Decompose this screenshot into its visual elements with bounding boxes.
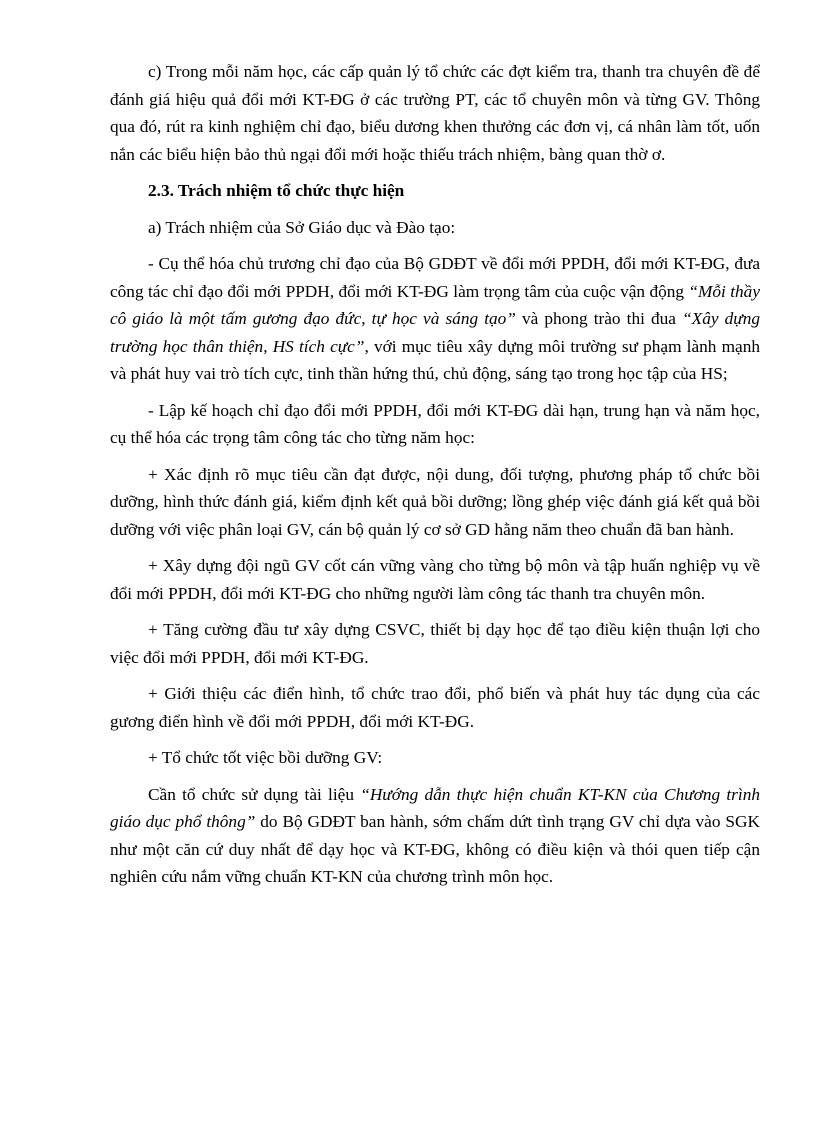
text-run: - Cụ thể hóa chủ trương chỉ đạo của Bộ GDĐT về đổi mới PPDH, đổi mới KT-ĐG, đưa công tác chỉ đạo đổi mới PPDH, đổi mới KT-ĐG làm trọng tâm của cuộc vận động — [110, 254, 760, 301]
text-run: , với mục tiêu xây dựng môi trường sư phạm lành mạnh và phát huy vai trò tích cực, tinh thần hứng thú, chủ động, sáng tạo trong học tập của HS; — [110, 336, 761, 383]
text-run: Cần tổ chức sử dụng tài liệu — [148, 784, 361, 804]
paragraph-planning: - Lập kế hoạch chỉ đạo đổi mới PPDH, đổi mới KT-ĐG dài hạn, trung hạn và năm học, cụ thể hóa các trọng tâm công tác cho từng năm học: — [110, 400, 760, 447]
paragraph-invest-facilities: + Tăng cường đầu tư xây dựng CSVC, thiết bị dạy học để tạo điều kiện thuận lợi cho việc đổi mới PPDH, đổi mới KT-ĐG. — [110, 620, 760, 667]
text-run: do Bộ GDĐT ban hành, sớm chấm dứt tình trạng GV chỉ dựa vào SGK như một căn cứ duy nhất để dạy học và KT-ĐG, không có điều kiện và thói quen tiếp cận nghiên cứu nắm vững chuẩn KT-KN của chương trình môn học. — [110, 812, 760, 886]
paragraph-build-teachers: + Xây dựng đội ngũ GV cốt cán vững vàng cho từng bộ môn và tập huấn nghiệp vụ về đổi mới PPDH, đổi mới KT-ĐG cho những người làm công tác thanh tra chuyên môn. — [110, 556, 760, 603]
paragraph-department-responsibility: a) Trách nhiệm của Sở Giáo dục và Đào tạo: — [148, 217, 456, 237]
section-heading: 2.3. Trách nhiệm tổ chức thực hiện — [148, 181, 405, 200]
campaign-quote: “Mỗi thầy cô giáo là một tấm gương đạo đức, tự học và sáng tạo” — [110, 281, 760, 328]
paragraph-define-goals: + Xác định rõ mục tiêu cần đạt được, nội dung, đối tượng, phương pháp tổ chức bồi dưỡng, hình thức đánh giá, kiểm định kết quả bồi dưỡng; lồng ghép việc đánh giá kết quả bồi dưỡng với việc phân loại GV, cán bộ quản lý cơ sở GD hằng năm theo chuẩn đã ban hành. — [110, 464, 760, 539]
emulation-movement-quote: “Xây dựng trường học thân thiện, HS tích cực” — [110, 309, 760, 356]
paragraph-introduce-examples: + Giới thiệu các điển hình, tổ chức trao đổi, phổ biến và phát huy tác dụng của các gương điển hình về đổi mới PPDH, đổi mới KT-ĐG. — [110, 684, 760, 731]
paragraph-inspection: c) Trong mỗi năm học, các cấp quản lý tổ chức các đợt kiểm tra, thanh tra chuyên đề để đánh giá hiệu quả đổi mới KT-ĐG ở các trường PT, các tổ chuyên môn và từng GV. Thông qua đó, rút ra kinh nghiệm chỉ đạo, biểu dương khen thưởng các đơn vị, cá nhân làm tốt, uốn nắn các biểu hiện bảo thủ ngại đổi mới hoặc thiếu trách nhiệm, bàng quan thờ ơ. — [110, 62, 760, 164]
paragraph-use-materials — [110, 781, 760, 891]
document-title-quote: “Hướng dẫn thực hiện chuẩn KT-KN của Chương trình giáo dục phổ thông” — [110, 784, 760, 831]
text-run: và phong trào thi đua — [515, 309, 683, 328]
paragraph-concretize-policy — [110, 250, 760, 388]
paragraph-teacher-training: + Tổ chức tốt việc bồi dưỡng GV: — [148, 748, 383, 767]
